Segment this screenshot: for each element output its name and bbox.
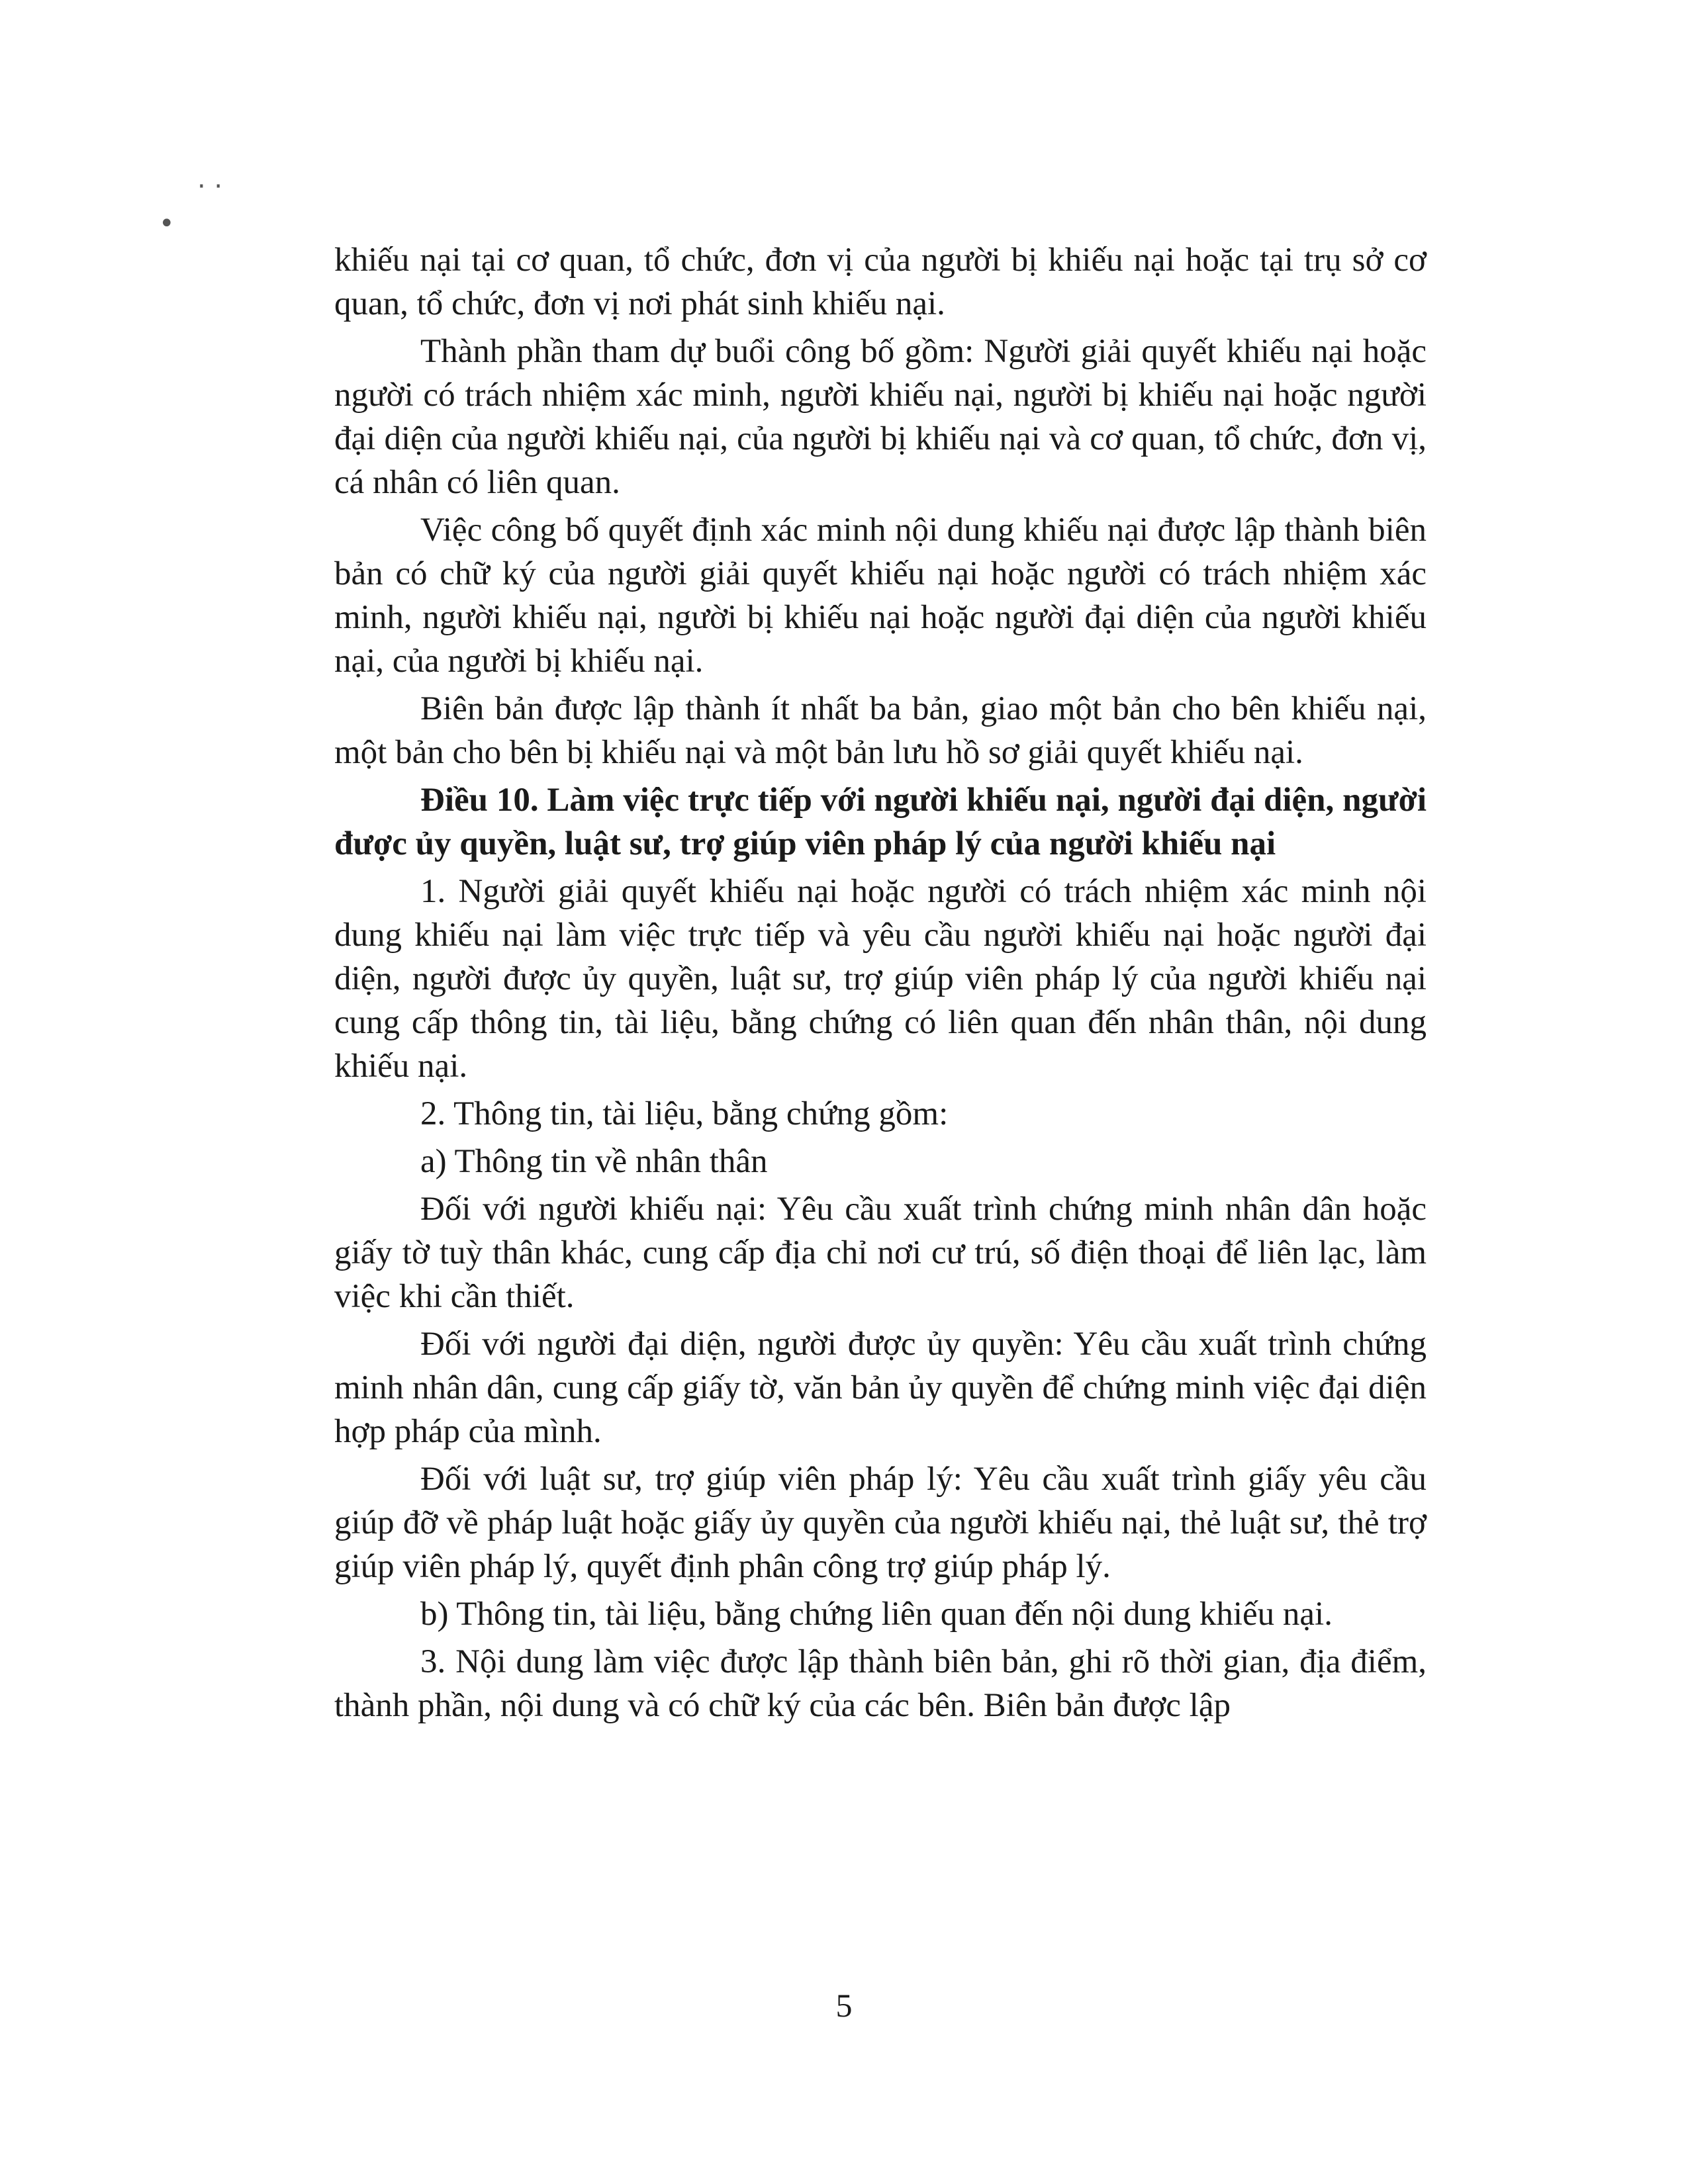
paragraph-record-copies: Biên bản được lập thành ít nhất ba bản, giao một bản cho bên khiếu nại, một bản cho bên bị khiếu nại và một bản lưu hồ sơ giải quyết khiếu nại. <box>334 690 1427 771</box>
scan-artifact-mark: • <box>159 208 175 239</box>
paragraph-item-2: 2. Thông tin, tài liệu, bằng chứng gồm: <box>420 1095 949 1132</box>
paragraph-lawyer: Đối với luật sư, trợ giúp viên pháp lý: Yêu cầu xuất trình giấy yêu cầu giúp đỡ về pháp luật hoặc giấy ủy quyền của người khiếu nại, thẻ luật sư, thẻ trợ giúp viên pháp lý, quyết định phân công trợ giúp pháp lý. <box>334 1461 1427 1585</box>
document-body <box>334 238 1427 1731</box>
paragraph-item-2a: a) Thông tin về nhân thân <box>420 1143 768 1180</box>
scan-artifact-mark: · · <box>197 171 223 202</box>
paragraph-item-2b: b) Thông tin, tài liệu, bằng chứng liên quan đến nội dung khiếu nại. <box>420 1596 1333 1633</box>
paragraph-attendees: Thành phần tham dự buổi công bố gồm: Người giải quyết khiếu nại hoặc người có trách nhiệm xác minh, người khiếu nại, người bị khiếu nại hoặc người đại diện của người khiếu nại, của người bị khiếu nại và cơ quan, tổ chức, đơn vị, cá nhân có liên quan. <box>334 333 1427 501</box>
article-10-heading: Điều 10. Làm việc trực tiếp với người khiếu nại, người đại diện, người được ủy quyền, luật sư, trợ giúp viên pháp lý của người khiếu nại <box>334 782 1427 862</box>
page-number: 5 <box>835 1987 853 2024</box>
paragraph-complainant: Đối với người khiếu nại: Yêu cầu xuất trình chứng minh nhân dân hoặc giấy tờ tuỳ thân khác, cung cấp địa chỉ nơi cư trú, số điện thoại để liên lạc, làm việc khi cần thiết. <box>334 1191 1427 1315</box>
paragraph-announcement-record: Việc công bố quyết định xác minh nội dung khiếu nại được lập thành biên bản có chữ ký của người giải quyết khiếu nại hoặc người có trách nhiệm xác minh, người khiếu nại, người bị khiếu nại hoặc người đại diện của người khiếu nại, của người bị khiếu nại. <box>334 512 1427 680</box>
paragraph-continuation: khiếu nại tại cơ quan, tổ chức, đơn vị của người bị khiếu nại hoặc tại trụ sở cơ quan, tổ chức, đơn vị nơi phát sinh khiếu nại. <box>334 242 1427 322</box>
paragraph-representative: Đối với người đại diện, người được ủy quyền: Yêu cầu xuất trình chứng minh nhân dân, cung cấp giấy tờ, văn bản ủy quyền để chứng minh việc đại diện hợp pháp của mình. <box>334 1326 1427 1450</box>
paragraph-item-3: 3. Nội dung làm việc được lập thành biên bản, ghi rõ thời gian, địa điểm, thành phần, nội dung và có chữ ký của các bên. Biên bản được lập <box>334 1643 1427 1724</box>
paragraph-item-1: 1. Người giải quyết khiếu nại hoặc người có trách nhiệm xác minh nội dung khiếu nại làm việc trực tiếp và yêu cầu người khiếu nại hoặc người đại diện, người được ủy quyền, luật sư, trợ giúp viên pháp lý của người khiếu nại cung cấp thông tin, tài liệu, bằng chứng có liên quan đến nhân thân, nội dung khiếu nại. <box>334 873 1427 1085</box>
